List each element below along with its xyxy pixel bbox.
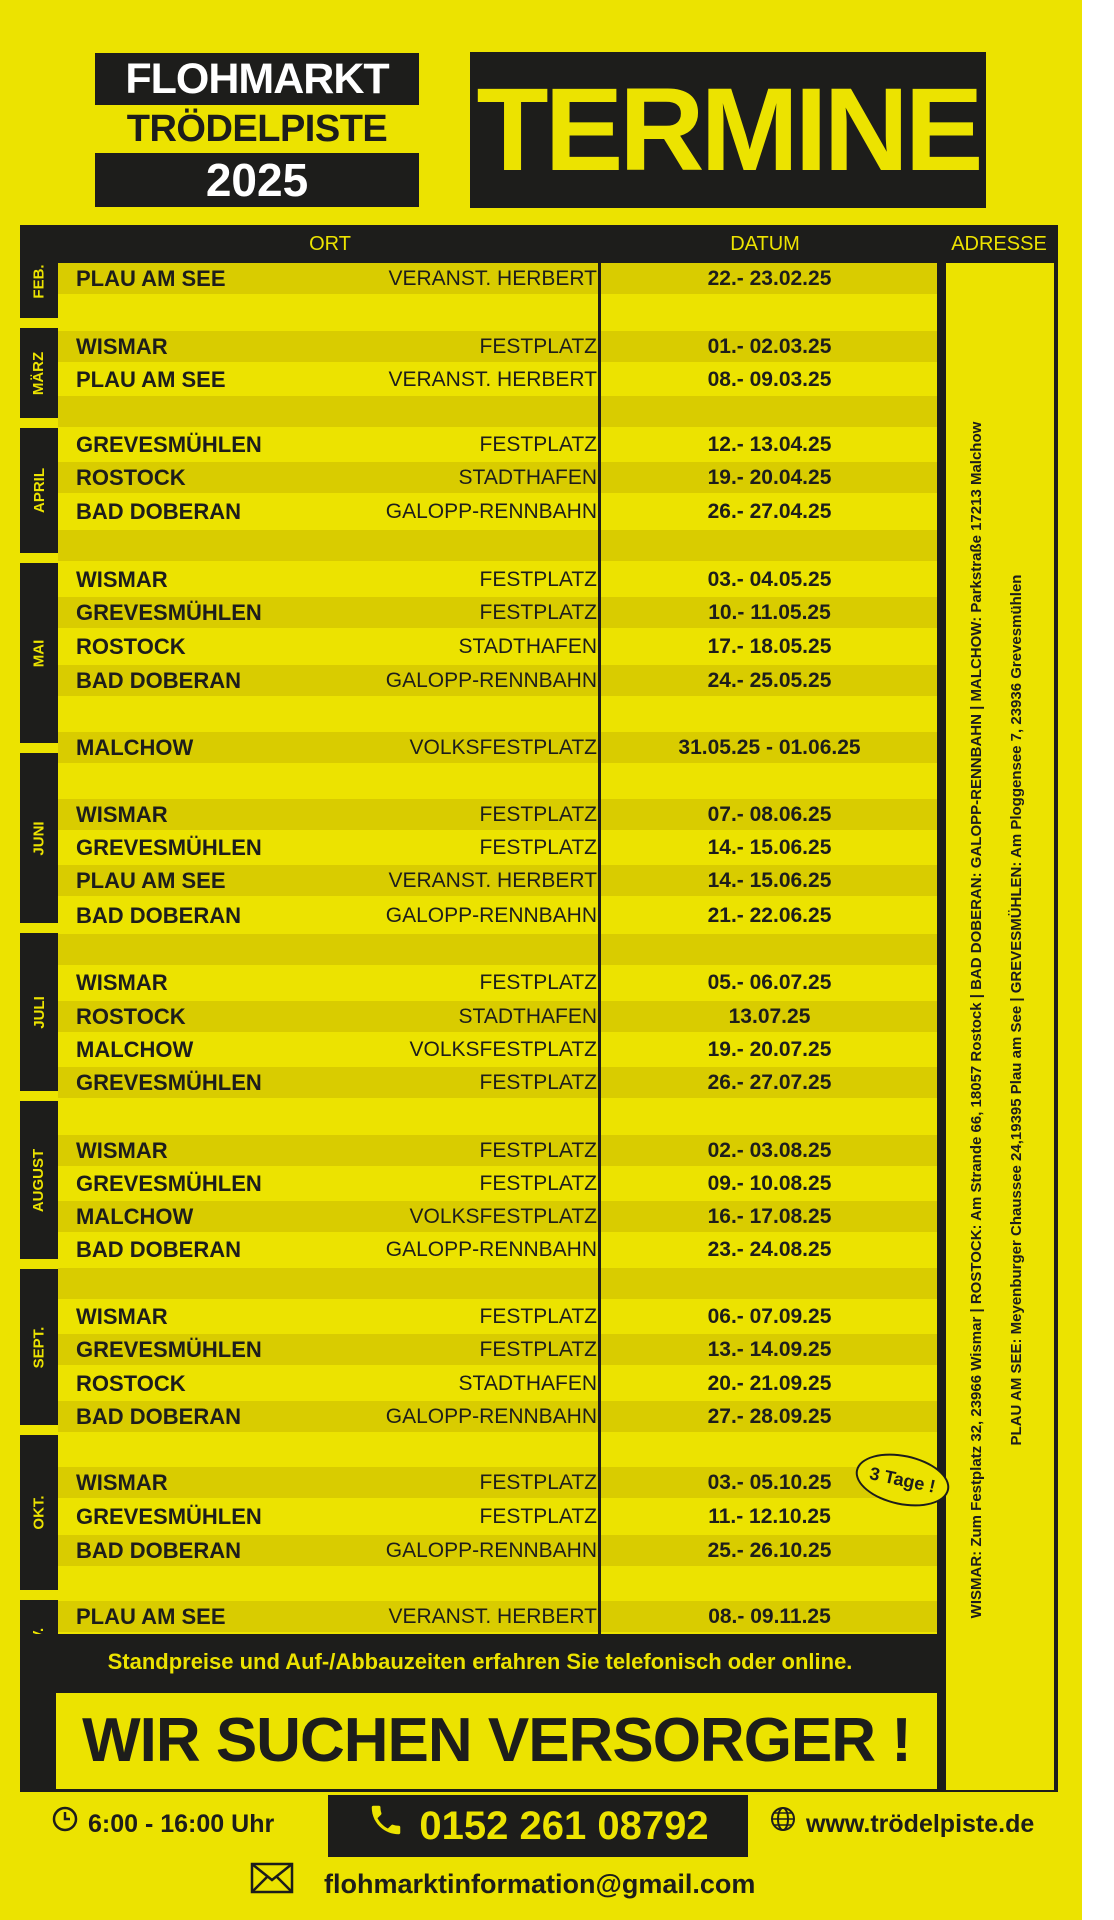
logo-line-1: FLOHMARKT: [95, 53, 419, 105]
row-ort: ROSTOCK: [76, 634, 186, 659]
row-datum: 07.- 08.06.25: [707, 803, 832, 826]
table-row: [58, 597, 937, 628]
row-datum: 08.- 09.11.25: [708, 1605, 831, 1628]
table-row: [58, 1034, 937, 1065]
row-datum: 20.- 21.09.25: [707, 1372, 832, 1395]
row-datum: 10.- 11.05.25: [708, 601, 831, 624]
row-ort: ROSTOCK: [76, 465, 186, 490]
row-location: FESTPLATZ: [479, 1172, 597, 1195]
table-row: [58, 564, 937, 595]
row-datum: 21.- 22.06.25: [707, 904, 832, 927]
column-divider: [937, 263, 940, 1634]
table-row: [58, 1467, 937, 1498]
three-days-badge: 3 Tage !: [851, 1446, 954, 1515]
table-row-empty: [58, 294, 937, 325]
table-row: [58, 1135, 937, 1166]
row-location: GALOPP-RENNBAHN: [385, 904, 597, 927]
row-ort: WISMAR: [76, 1138, 168, 1163]
table-row: [58, 331, 937, 362]
table-row: [58, 1535, 937, 1566]
row-ort: BAD DOBERAN: [76, 668, 241, 693]
clock-icon: [52, 1802, 78, 1846]
column-divider: [598, 263, 601, 1634]
row-location: VERANST. HERBERT: [388, 869, 597, 892]
month-label-april: APRIL: [30, 468, 48, 513]
table-row-empty: [58, 1101, 937, 1132]
table-row: [58, 900, 937, 931]
row-ort: WISMAR: [76, 567, 168, 592]
table-row: [58, 1601, 937, 1632]
row-location: FESTPLATZ: [479, 971, 597, 994]
row-location: VOLKSFESTPLATZ: [409, 736, 597, 759]
email-text: flohmarktinformation@gmail.com: [324, 1869, 756, 1899]
row-ort: PLAU AM SEE: [76, 868, 226, 893]
month-separator: [20, 1425, 58, 1435]
row-location: FESTPLATZ: [479, 803, 597, 826]
table-row: [58, 263, 937, 294]
row-location: FESTPLATZ: [479, 1071, 597, 1094]
row-datum: 23.- 24.08.25: [707, 1238, 832, 1261]
email-link[interactable]: [250, 1862, 755, 1906]
phone-icon: [367, 1795, 405, 1857]
hours-text: 6:00 - 16:00 Uhr: [88, 1810, 275, 1838]
row-location: FESTPLATZ: [479, 1305, 597, 1328]
table-row: [58, 1201, 937, 1232]
table-row: [58, 799, 937, 830]
month-separator: [20, 418, 58, 428]
row-ort: GREVESMÜHLEN: [76, 835, 262, 860]
row-ort: WISMAR: [76, 802, 168, 827]
row-datum: 22.- 23.02.25: [707, 267, 832, 290]
row-ort: BAD DOBERAN: [76, 499, 241, 524]
row-datum: 03.- 04.05.25: [707, 568, 832, 591]
table-row: [58, 1368, 937, 1399]
row-location: FESTPLATZ: [479, 1338, 597, 1361]
row-location: STADTHAFEN: [458, 635, 597, 658]
table-row-empty: [58, 396, 937, 427]
row-location: GALOPP-RENNBAHN: [385, 500, 597, 523]
table-row-empty: [58, 530, 937, 561]
row-ort: WISMAR: [76, 1470, 168, 1495]
table-row: [58, 967, 937, 998]
month-separator: [20, 318, 58, 328]
table-row-empty: [58, 1568, 937, 1599]
table-row: [58, 1234, 937, 1265]
row-datum: 14.- 15.06.25: [707, 869, 832, 892]
row-ort: BAD DOBERAN: [76, 903, 241, 928]
row-ort: PLAU AM SEE: [76, 367, 226, 392]
globe-icon: [770, 1802, 796, 1846]
column-header-adresse: ADRESSE: [951, 233, 1047, 255]
month-label-feb: FEB.: [30, 264, 48, 299]
table-row: [58, 1334, 937, 1365]
row-location: GALOPP-RENNBAHN: [385, 1405, 597, 1428]
table-row: [58, 1001, 937, 1032]
row-ort: MALCHOW: [76, 1037, 194, 1062]
month-label-sept: SEPT.: [30, 1326, 48, 1368]
logo-line-2: TRÖDELPISTE: [95, 105, 419, 153]
table-row: [58, 1401, 937, 1432]
phone-text: 0152 261 08792: [419, 1804, 709, 1848]
left-tab: [20, 1690, 56, 1792]
row-ort: MALCHOW: [76, 735, 194, 760]
row-datum: 02.- 03.08.25: [707, 1139, 832, 1162]
table-row: [58, 496, 937, 527]
month-separator: [20, 553, 58, 563]
row-location: VOLKSFESTPLATZ: [409, 1038, 597, 1061]
row-location: STADTHAFEN: [458, 1372, 597, 1395]
table-row: [58, 732, 937, 763]
row-ort: WISMAR: [76, 1304, 168, 1329]
month-separator: [20, 923, 58, 933]
row-location: FESTPLATZ: [479, 836, 597, 859]
row-ort: BAD DOBERAN: [76, 1538, 241, 1563]
row-ort: GREVESMÜHLEN: [76, 432, 262, 457]
month-separator: [20, 1259, 58, 1269]
table-row-empty: [58, 698, 937, 729]
row-datum: 03.- 05.10.25: [707, 1471, 832, 1494]
column-header-ort: ORT: [309, 233, 351, 255]
month-label-august: AUGUST: [30, 1148, 48, 1212]
row-ort: GREVESMÜHLEN: [76, 1171, 262, 1196]
row-datum: 12.- 13.04.25: [707, 433, 832, 456]
address-list: [946, 270, 1054, 1770]
month-label-okt: OKT.: [30, 1495, 48, 1530]
logo: [95, 53, 419, 207]
row-datum: 11.- 12.10.25: [708, 1505, 831, 1528]
column-header-datum: DATUM: [730, 233, 800, 255]
row-ort: GREVESMÜHLEN: [76, 1337, 262, 1362]
month-label-juli: JULI: [30, 995, 48, 1029]
row-location: FESTPLATZ: [479, 601, 597, 624]
month-separator: [20, 1091, 58, 1101]
table-row: [58, 832, 937, 863]
row-location: GALOPP-RENNBAHN: [385, 1539, 597, 1562]
row-datum: 17.- 18.05.25: [707, 635, 832, 658]
table-row: [58, 1301, 937, 1332]
row-datum: 05.- 06.07.25: [707, 971, 832, 994]
row-datum: 31.05.25 - 01.06.25: [678, 736, 861, 759]
page-edge: [1082, 0, 1114, 1920]
address-line-1: WISMAR: Zum Festplatz 32, 23966 Wismar | ROSTOCK: Am Strande 66, 18057 Rostock | BAD DOBERAN: GALOPP-RENNBAHN | MALCHOW: Parkstraße 17213 Malchow: [968, 421, 985, 1619]
row-ort: WISMAR: [76, 970, 168, 995]
opening-hours: [52, 1802, 274, 1846]
row-datum: 26.- 27.07.25: [707, 1071, 832, 1094]
row-location: FESTPLATZ: [479, 1139, 597, 1162]
row-datum: 24.- 25.05.25: [707, 669, 832, 692]
row-ort: PLAU AM SEE: [76, 266, 226, 291]
row-location: STADTHAFEN: [458, 1005, 597, 1028]
table-row: [58, 364, 937, 395]
row-ort: GREVESMÜHLEN: [76, 600, 262, 625]
month-label-mai: MAI: [30, 639, 48, 667]
table-row: [58, 1168, 937, 1199]
row-ort: WISMAR: [76, 334, 168, 359]
row-location: FESTPLATZ: [479, 1471, 597, 1494]
row-location: VERANST. HERBERT: [388, 368, 597, 391]
vendor-banner: WIR SUCHEN VERSORGER !: [56, 1690, 940, 1792]
row-ort: GREVESMÜHLEN: [76, 1504, 262, 1529]
row-location: GALOPP-RENNBAHN: [385, 1238, 597, 1261]
table-row: [58, 665, 937, 696]
row-location: STADTHAFEN: [458, 466, 597, 489]
table-row: [58, 1067, 937, 1098]
row-location: FESTPLATZ: [479, 335, 597, 358]
month-separator: [20, 1590, 58, 1600]
row-datum: 09.- 10.08.25: [707, 1172, 832, 1195]
row-ort: BAD DOBERAN: [76, 1237, 241, 1262]
row-location: GALOPP-RENNBAHN: [385, 669, 597, 692]
table-row-empty: [58, 934, 937, 965]
website-link[interactable]: [770, 1802, 1034, 1846]
row-ort: BAD DOBERAN: [76, 1404, 241, 1429]
row-datum: 08.- 09.03.25: [707, 368, 832, 391]
row-location: FESTPLATZ: [479, 568, 597, 591]
table-row-empty: [58, 1268, 937, 1299]
row-ort: GREVESMÜHLEN: [76, 1070, 262, 1095]
table-row: [58, 1501, 937, 1532]
row-datum: 14.- 15.06.25: [707, 836, 832, 859]
row-datum: 01.- 02.03.25: [707, 335, 832, 358]
row-location: VERANST. HERBERT: [388, 1605, 597, 1628]
table-row: [58, 865, 937, 896]
row-location: FESTPLATZ: [479, 433, 597, 456]
row-datum: 06.- 07.09.25: [707, 1305, 832, 1328]
row-location: VOLKSFESTPLATZ: [409, 1205, 597, 1228]
table-row-empty: [58, 766, 937, 797]
row-datum: 27.- 28.09.25: [707, 1405, 832, 1428]
notice-bar: Standpreise und Auf-/Abbauzeiten erfahren Sie telefonisch oder online.: [20, 1634, 940, 1690]
phone-number[interactable]: [328, 1795, 748, 1857]
row-ort: ROSTOCK: [76, 1371, 186, 1396]
month-label-juni: JUNI: [30, 820, 48, 856]
address-line-2: PLAU AM SEE: Meyenburger Chaussee 24,19395 Plau am See | GREVESMÜHLEN: Am Ploggensee 7, 23936 Grevesmühlen: [1008, 574, 1025, 1446]
row-ort: ROSTOCK: [76, 1004, 186, 1029]
table-row: [58, 631, 937, 662]
table-row: [58, 462, 937, 493]
row-datum: 16.- 17.08.25: [707, 1205, 832, 1228]
row-datum: 19.- 20.07.25: [707, 1038, 832, 1061]
row-datum: 26.- 27.04.25: [707, 500, 832, 523]
row-ort: PLAU AM SEE: [76, 1604, 226, 1629]
table-row-empty: [58, 1434, 937, 1465]
row-datum: 25.- 26.10.25: [707, 1539, 832, 1562]
row-location: FESTPLATZ: [479, 1505, 597, 1528]
row-location: VERANST. HERBERT: [388, 267, 597, 290]
month-label-maerz: MÄRZ: [30, 351, 48, 395]
month-separator: [20, 743, 58, 753]
row-datum: 19.- 20.04.25: [707, 466, 832, 489]
envelope-icon: [250, 1862, 294, 1907]
page-title: TERMINE: [470, 52, 986, 208]
logo-line-3: 2025: [95, 153, 419, 207]
row-datum: 13.07.25: [728, 1005, 811, 1028]
table-row: [58, 429, 937, 460]
row-datum: 13.- 14.09.25: [707, 1338, 832, 1361]
website-text: www.trödelpiste.de: [806, 1810, 1035, 1838]
row-ort: MALCHOW: [76, 1204, 194, 1229]
